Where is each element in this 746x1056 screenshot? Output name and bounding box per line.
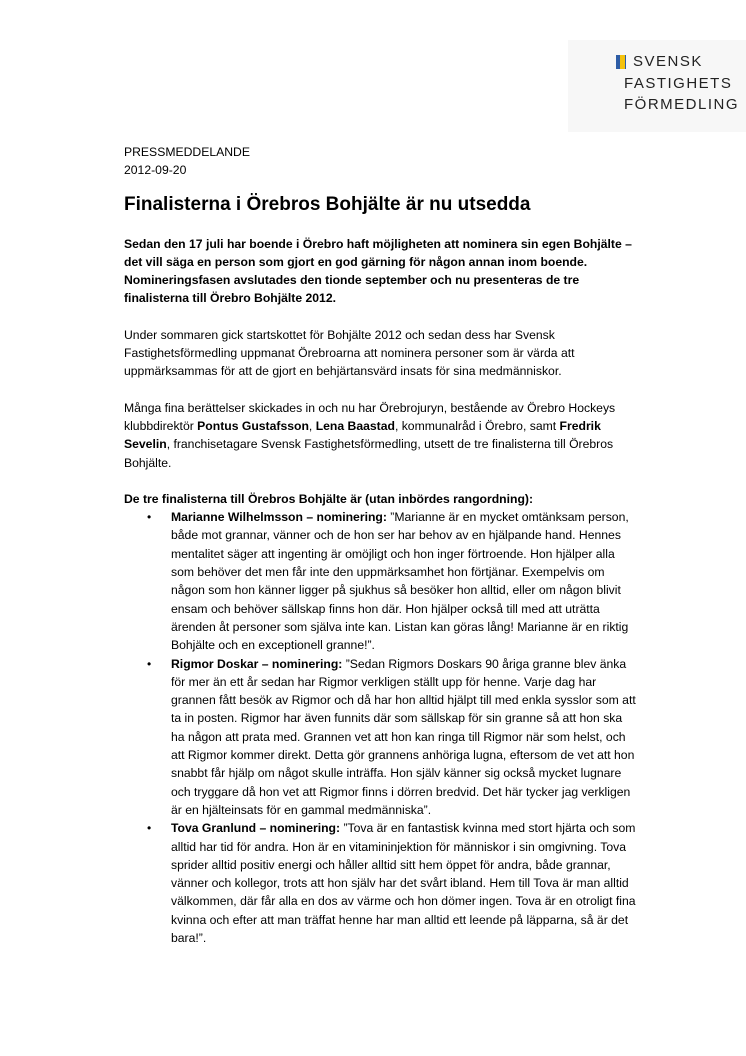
finalist-name: Tova Granlund – nominering: — [171, 821, 341, 836]
swedish-flag-icon — [616, 55, 626, 69]
logo-line-3: FÖRMEDLING — [624, 96, 740, 113]
finalists-list — [124, 508, 639, 947]
jury-member-name: Fredrik Sevelin — [124, 418, 601, 452]
page-title: Finalisterna i Örebros Bohjälte är nu utsedda — [124, 193, 531, 215]
finalist-nomination-text: ”Sedan Rigmors Doskars 90 åriga granne blev änka för mer än ett år sedan har Rigmor verkligen ställt upp för henne. Varje dag har grannen fått besök av Rigmor och då har hon alltid hjälpt till med enkla sysslor som att ta in posten. Rigmor har även funnits där som sällskap för sin granne så att hon ska ha någon att prata med. Grannen vet att hon kan ringa till Rigmor när som helst, och att Rigmor kommer direkt. Detta gör grannens anhöriga lugna, eftersom de vet att hon snabbt får hjälp om något skulle inträffa. Hon själv känner sig också mycket lugnare och tryggare då hon vet att Rigmor finns i dörren bredvid. Det här tycker jag verkligen är en hjälteinsats för en gammal medmänniska”. — [171, 656, 636, 817]
press-release — [124, 143, 639, 947]
paragraph-text: Många fina berättelser skickades in och nu har Örebrojuryn, bestående av Örebro Hockeys klubbdirektör — [124, 400, 616, 433]
paragraph-text: , franchisetagare Svensk Fastighetsförmedling, utsett de tre finalisterna till Örebros Bohjälte. — [124, 437, 614, 470]
paragraph-text: , — [308, 418, 316, 433]
finalist-name: Rigmor Doskar – nominering: — [171, 656, 343, 671]
bullet-icon: • — [147, 821, 152, 836]
document-type: PRESSMEDDELANDE — [124, 145, 250, 159]
list-item — [147, 819, 639, 947]
finalist-name: Marianne Wilhelmsson – nominering: — [171, 510, 387, 525]
lead-paragraph: Sedan den 17 juli har boende i Örebro haft möjligheten att nominera sin egen Bohjälte – det vill säga en person som gjort en god gärning för någon annan inom boende. Nomineringsfasen avslutades den tionde september och nu presenteras de tre finalisterna till Örebro Bohjälte 2012. — [124, 236, 632, 306]
finalists-heading: De tre finalisterna till Örebros Bohjälte är (utan inbördes rangordning): — [124, 491, 534, 506]
document-date: 2012-09-20 — [124, 163, 187, 178]
body-paragraph-2 — [124, 399, 639, 472]
jury-member-name: Pontus Gustafsson — [197, 418, 309, 433]
body-paragraph-1: Under sommaren gick startskottet för Bohjälte 2012 och sedan dess har Svensk Fastighetsförmedling uppmanat Örebroarna att nominera personer som är värda att uppmärksammas för att de gjort en behjärtansvärd insats för sina medmänniskor. — [124, 327, 575, 379]
finalist-nomination-text: ”Marianne är en mycket omtänksam person, både mot grannar, vänner och de hon ser har behov av en hjälpande hand. Hennes mentalitet säger att ingenting är omöjligt och hon inger förtroende. Hon hjälper alla som behöver det men får inte den uppmärksamhet hon förtjänar. Exempelvis om någon som hon känner ligger på sjukhus så besöker hon alltid, eller om någon blivit ensam och behöver sällskap finns hon där. Hon hjälper också till med att uträtta ärenden åt personer som själva inte kan. Listan kan göras lång! Marianne är en riktig Bohjälte och en exceptionell granne!”. — [171, 510, 629, 653]
logo-line-2: FASTIGHETS — [624, 75, 733, 92]
list-item — [147, 655, 639, 820]
bullet-icon: • — [147, 656, 152, 671]
bullet-icon: • — [147, 510, 152, 525]
logo-line-1: SVENSK — [633, 53, 703, 70]
company-logo — [568, 40, 746, 132]
list-item — [147, 508, 639, 654]
jury-member-name: Lena Baastad — [315, 418, 395, 433]
paragraph-text: , kommunalråd i Örebro, samt — [394, 418, 560, 433]
finalist-nomination-text: ”Tova är en fantastisk kvinna med stort hjärta och som alltid har tid för andra. Hon är en vitamininjektion för människor i sin omgivning. Tova sprider alltid positiv energi och håller alltid sitt hem öppet för andra, både grannar, vänner och kollegor, trots att hon själv har det svårt ibland. Hem till Tova är man alltid välkommen, där får alla en dos av värme och hon dömer ingen. Tova är en otroligt fina kvinna och efter att man träffat henne har man alltid ett leende på läpparna, så är det bara!”. — [171, 821, 636, 945]
